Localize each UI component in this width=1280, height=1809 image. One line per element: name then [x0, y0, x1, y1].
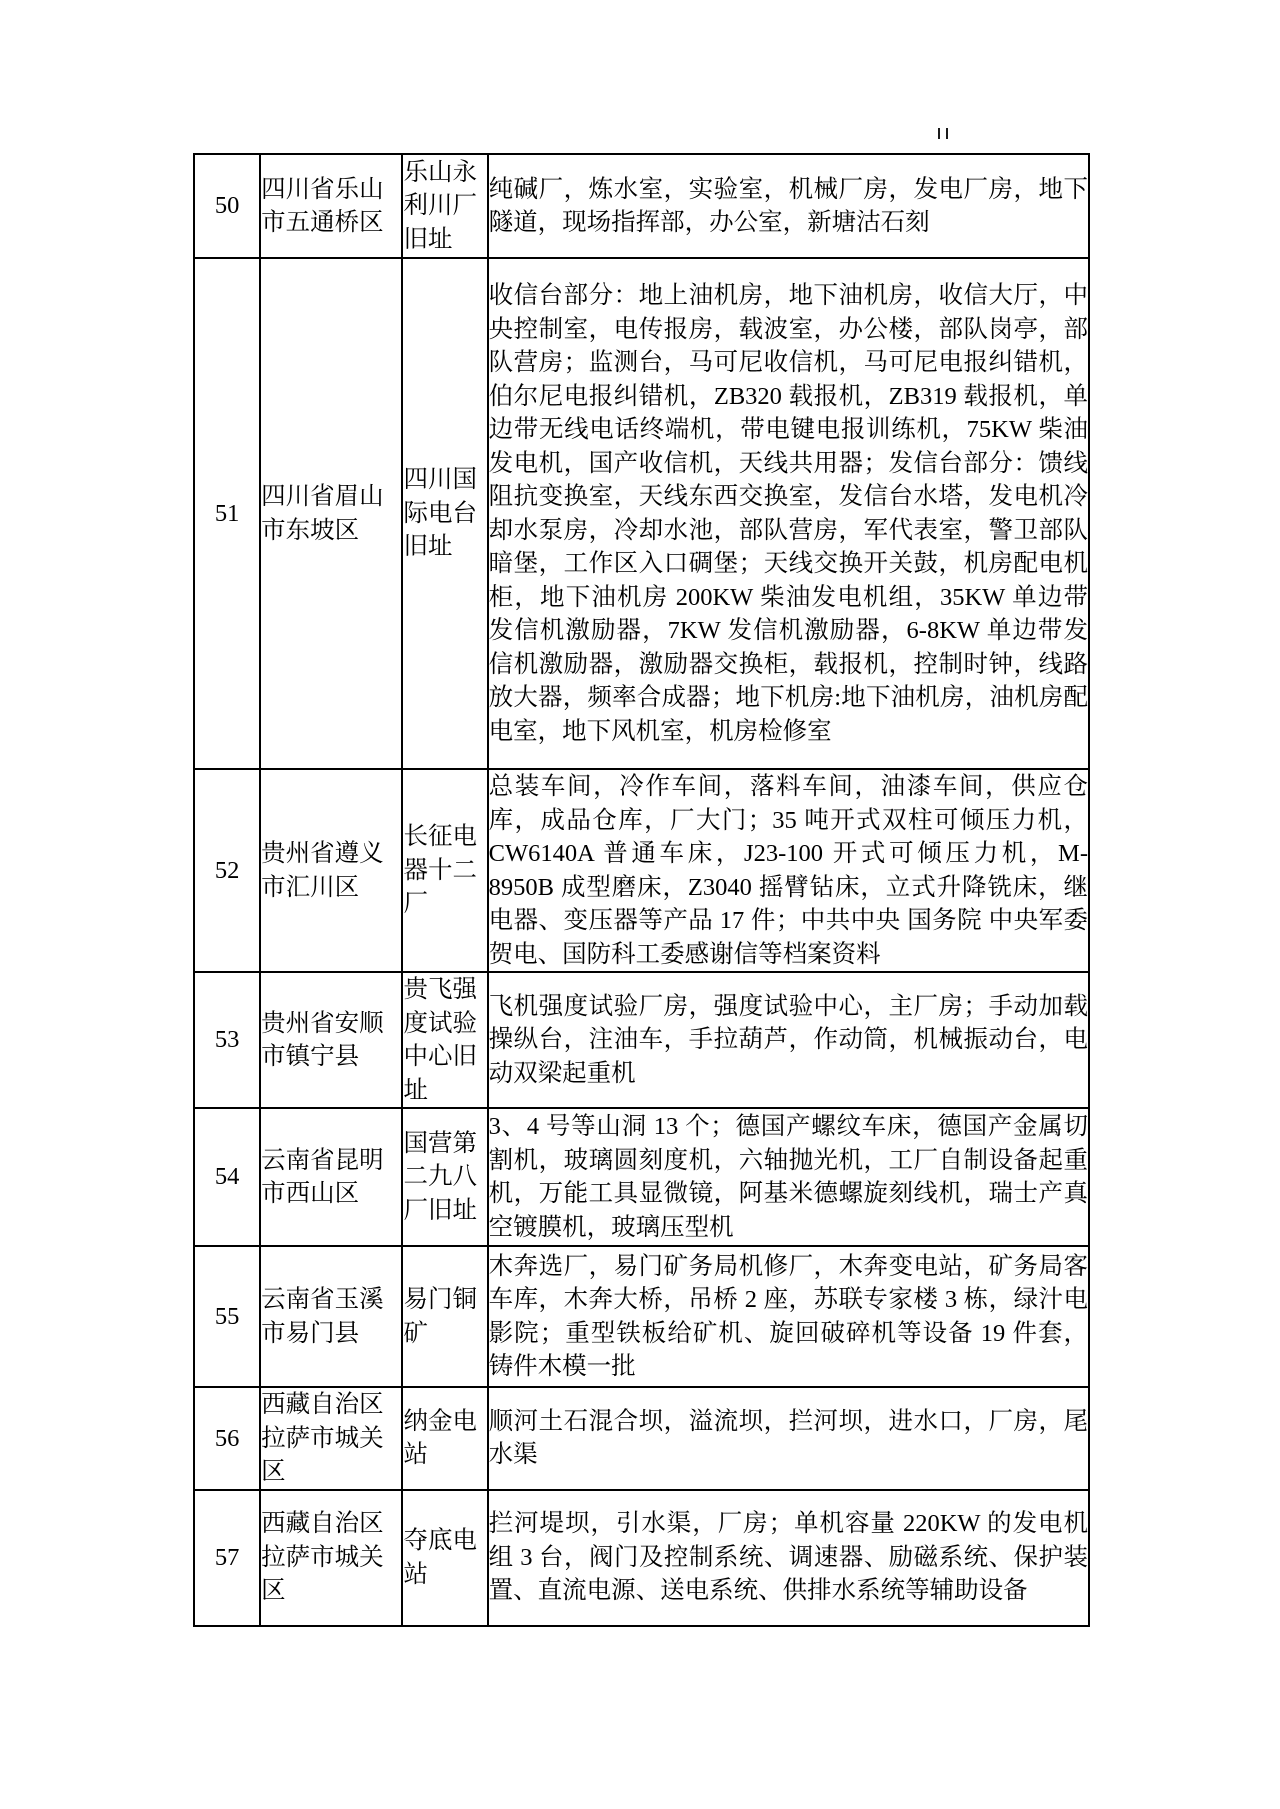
location-cell: 西藏自治区拉萨市城关区	[260, 1387, 402, 1490]
row-number-cell: 50	[194, 154, 260, 258]
site-name-cell: 纳金电站	[402, 1387, 487, 1490]
heritage-sites-table	[193, 153, 1090, 1627]
page-break-artifact	[946, 128, 948, 139]
site-name-cell: 易门铜矿	[402, 1246, 487, 1387]
row-number-cell: 54	[194, 1108, 260, 1246]
location-cell: 四川省乐山市五通桥区	[260, 154, 402, 258]
site-name-cell: 国营第二九八厂旧址	[402, 1108, 487, 1246]
location-cell: 西藏自治区拉萨市城关区	[260, 1490, 402, 1626]
table-row	[194, 1246, 1089, 1387]
site-name-cell: 四川国际电台旧址	[402, 258, 487, 769]
description-cell: 收信台部分：地上油机房，地下油机房，收信大厅，中央控制室，电传报房，载波室，办公楼，部队岗亭，部队营房；监测台，马可尼收信机，马可尼电报纠错机，伯尔尼电报纠错机，ZB320 载报机，ZB319 载报机，单边带无线电话终端机，带电键电报训练机，75KW 柴油发电机，国产收信机，天线共用器；发信台部分：馈线阻抗变换室，天线东西交换室，发信台水塔，发电机冷却水泵房，冷却水池，部队营房，军代表室，警卫部队暗堡，工作区入口碉堡；天线交换开关鼓，机房配电机柜，地下油机房 200KW 柴油发电机组，35KW 单边带发信机激励器，7KW 发信机激励器，6-8KW 单边带发信机激励器，激励器交换柜，载报机，控制时钟，线路放大器，频率合成器；地下机房:地下油机房，油机房配电室，地下风机室，机房检修室	[488, 258, 1089, 769]
site-name-cell: 长征电器十二厂	[402, 769, 487, 972]
description-cell: 飞机强度试验厂房，强度试验中心，主厂房；手动加载操纵台，注油车，手拉葫芦，作动筒，机械振动台，电动双梁起重机	[488, 972, 1089, 1108]
table-row	[194, 1108, 1089, 1246]
site-name-cell: 夺底电站	[402, 1490, 487, 1626]
table-row	[194, 154, 1089, 258]
location-cell: 云南省玉溪市易门县	[260, 1246, 402, 1387]
description-cell: 木奔选厂，易门矿务局机修厂，木奔变电站，矿务局客车库，木奔大桥，吊桥 2 座，苏联专家楼 3 栋，绿汁电影院；重型铁板给矿机、旋回破碎机等设备 19 件套，铸件木模一批	[488, 1246, 1089, 1387]
table-row	[194, 1490, 1089, 1626]
table-row	[194, 258, 1089, 769]
table-row	[194, 972, 1089, 1108]
site-name-cell: 乐山永利川厂旧址	[402, 154, 487, 258]
row-number-cell: 55	[194, 1246, 260, 1387]
table-row	[194, 1387, 1089, 1490]
row-number-cell: 57	[194, 1490, 260, 1626]
description-cell: 拦河堤坝，引水渠，厂房；单机容量 220KW 的发电机组 3 台，阀门及控制系统、调速器、励磁系统、保护装置、直流电源、送电系统、供排水系统等辅助设备	[488, 1490, 1089, 1626]
row-number-cell: 56	[194, 1387, 260, 1490]
location-cell: 贵州省遵义市汇川区	[260, 769, 402, 972]
row-number-cell: 51	[194, 258, 260, 769]
row-number-cell: 52	[194, 769, 260, 972]
description-cell: 3、4 号等山洞 13 个；德国产螺纹车床，德国产金属切割机，玻璃圆刻度机，六轴抛光机，工厂自制设备起重机，万能工具显微镜，阿基米德螺旋刻线机，瑞士产真空镀膜机，玻璃压型机	[488, 1108, 1089, 1246]
row-number-cell: 53	[194, 972, 260, 1108]
location-cell: 四川省眉山市东坡区	[260, 258, 402, 769]
site-name-cell: 贵飞强度试验中心旧址	[402, 972, 487, 1108]
location-cell: 贵州省安顺市镇宁县	[260, 972, 402, 1108]
location-cell: 云南省昆明市西山区	[260, 1108, 402, 1246]
description-cell: 顺河土石混合坝，溢流坝，拦河坝，进水口，厂房，尾水渠	[488, 1387, 1089, 1490]
description-cell: 纯碱厂，炼水室，实验室，机械厂房，发电厂房，地下隧道，现场指挥部，办公室，新塘沽石刻	[488, 154, 1089, 258]
description-cell: 总装车间，冷作车间，落料车间，油漆车间，供应仓库，成品仓库，厂大门；35 吨开式双柱可倾压力机，CW6140A 普通车床，J23-100 开式可倾压力机，M-8950B 成型磨床，Z3040 摇臂钻床，立式升降铣床，继电器、变压器等产品 17 件；中共中央 国务院 中央军委贺电、国防科工委感谢信等档案资料	[488, 769, 1089, 972]
page-break-artifact	[938, 128, 940, 139]
table-row	[194, 769, 1089, 972]
